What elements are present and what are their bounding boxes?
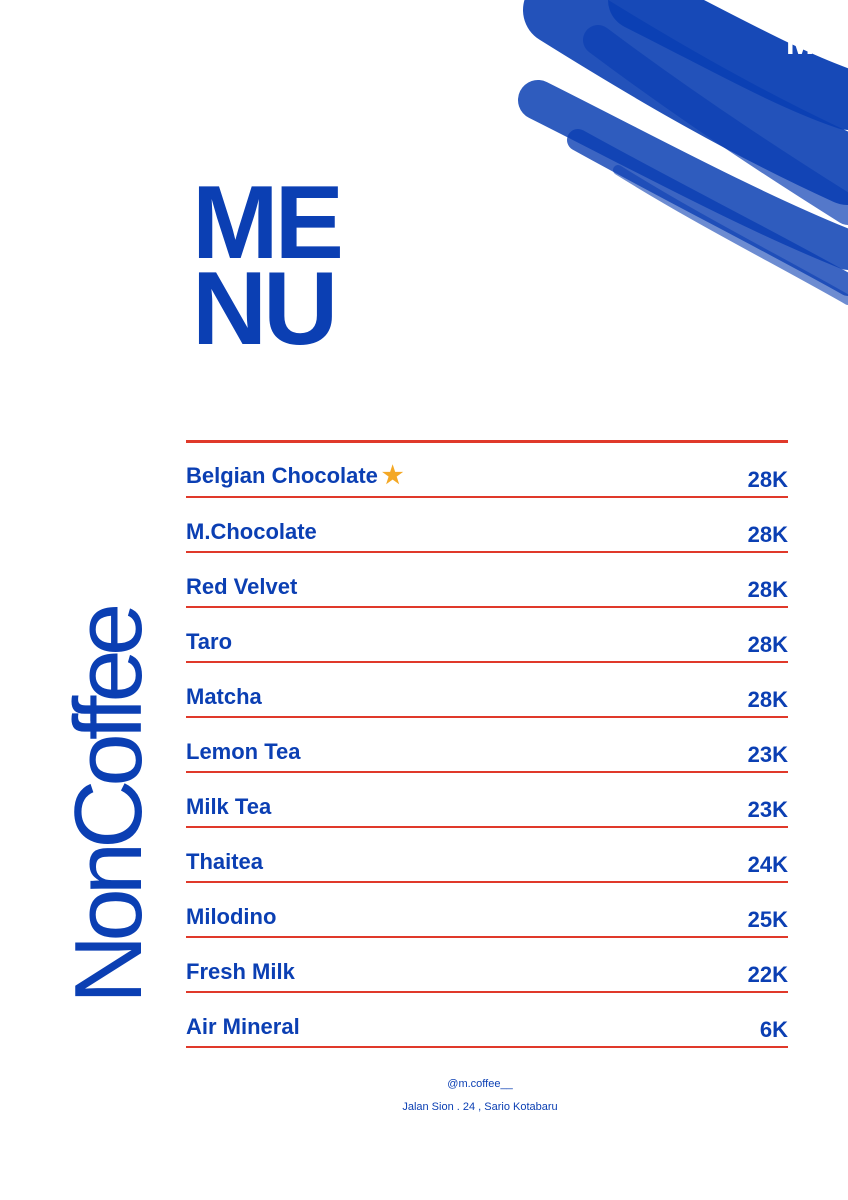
menu-item xyxy=(186,938,788,993)
item-price: 23K xyxy=(747,797,788,822)
address-text: Jalan Sion . 24 , Sario Kotabaru xyxy=(402,1101,558,1113)
star-icon: ★ xyxy=(381,462,404,489)
menu-item xyxy=(186,498,788,553)
brand-logo: M xyxy=(785,24,815,62)
menu-item xyxy=(186,718,788,773)
item-price: 28K xyxy=(747,632,788,657)
menu-title-line2: NU xyxy=(192,251,335,367)
item-price: 25K xyxy=(747,907,788,932)
menu-list xyxy=(186,440,788,1048)
menu-item xyxy=(186,883,788,938)
menu-item xyxy=(186,608,788,663)
item-name: M.Chocolate xyxy=(186,519,317,544)
menu-item xyxy=(186,553,788,608)
menu-item xyxy=(186,993,788,1048)
menu-item xyxy=(186,773,788,828)
menu-title-line1: ME xyxy=(192,165,340,281)
item-price: 28K xyxy=(747,687,788,712)
item-name: Lemon Tea xyxy=(186,739,301,764)
item-price: 6K xyxy=(759,1017,788,1042)
instagram-handle: @m.coffee__ xyxy=(447,1078,513,1090)
item-name: Fresh Milk xyxy=(186,959,295,984)
menu-item xyxy=(186,443,788,498)
item-name: Red Velvet xyxy=(186,574,298,599)
menu-title xyxy=(192,165,340,367)
item-name: Matcha xyxy=(186,684,262,709)
item-name: Belgian Chocolate ★ xyxy=(186,462,404,489)
menu-item xyxy=(186,663,788,718)
item-name: Milk Tea xyxy=(186,794,272,819)
item-price: 24K xyxy=(747,852,788,877)
item-price: 28K xyxy=(747,522,788,547)
item-price: 28K xyxy=(747,467,788,492)
item-name: Taro xyxy=(186,629,233,654)
item-name: Thaitea xyxy=(186,849,264,874)
item-price: 22K xyxy=(747,962,788,987)
item-price: 28K xyxy=(747,577,788,602)
item-price: 23K xyxy=(747,742,788,767)
category-label: NonCoffee xyxy=(55,609,162,1004)
item-name: Air Mineral xyxy=(186,1014,300,1039)
item-name: Milodino xyxy=(186,904,277,929)
menu-item xyxy=(186,828,788,883)
